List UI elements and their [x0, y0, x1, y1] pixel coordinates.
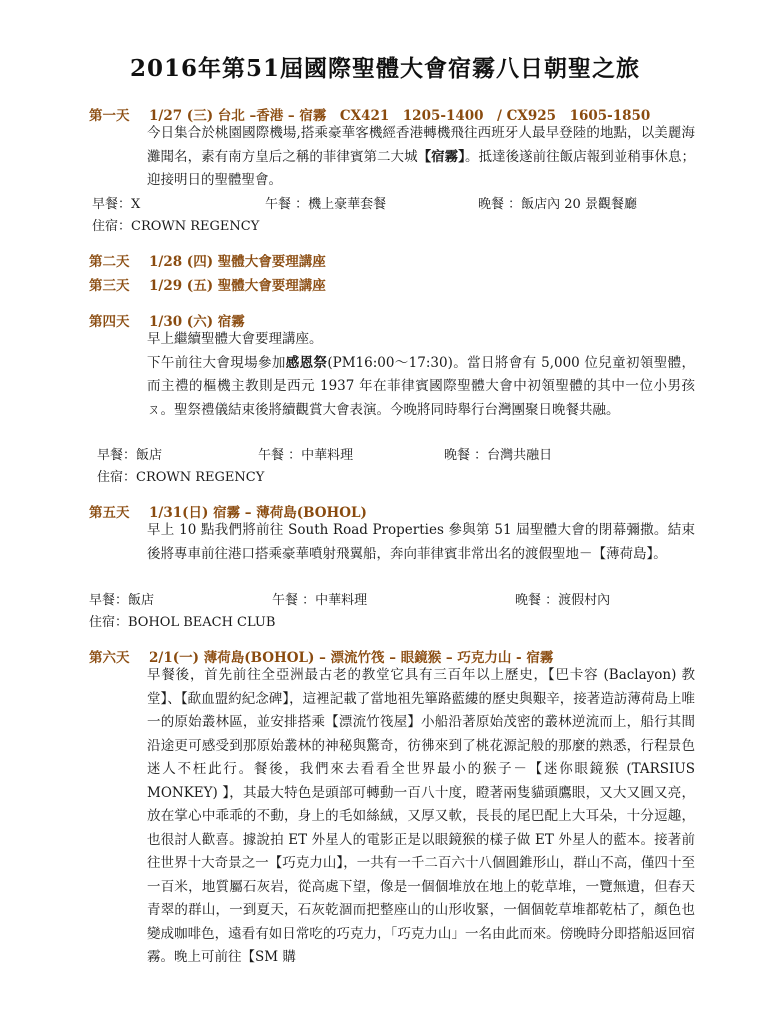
page-title: 2016年第51屆國際聖體大會宿霧八日朝聖之旅 — [129, 55, 641, 82]
day6-paragraph: 早餐後，首先前往全亞洲最古老的教堂它具有三百年以上歷史，【巴卡容 (Baclayon) 教堂】、【歃血盟約紀念碑】，這裡記載了當地祖先篳路藍縷的歷史與艱辛，接著造訪薄荷島上唯一的原始叢林區，並安排搭乘【漂流竹筏屋】小船沿著原始茂密的叢林逆流而上，船行其間沿途更可感受到那原始叢林的神秘與驚奇，彷彿來到了桃花源記般的那麼的熟悉，行程景色迷人不枉此行。餐後，我們來去看看全世界最小的猴子－【迷你眼鏡猴 (TARSIUS MONKEY) 】，其最大特色是頭部可轉動一百八十度，瞪著兩隻貓頭鷹眼，又大又圓又亮，放在掌心中乖乖的不動，身上的毛如絲絨，又厚又軟，長長的尾巴配上大耳朵，十分逗趣，也很討人歡喜。據說拍 ET 外星人的電影正是以眼鏡猴的樣子做 ET 外星人的藍本。接著前往世界十大奇景之一【巧克力山】，一共有一千二百六十八個圓錐形山，群山不高，僅四十至一百米，地質屬石灰岩，從高處下望，像是一個個堆放在地上的乾草堆，一覽無遺，但春天青翠的群山，一到夏天，石灰乾涸而把整座山的山形收緊，一個個乾草堆都乾枯了，顏色也變成咖啡色，遠看有如日常吃的巧克力，「巧克力山」一名由此而來。傍晚時分即搭船返回宿霧。晚上可前往【SM 購 — [147, 667, 695, 965]
day1-paragraph — [147, 122, 695, 193]
day1-breakfast: 早餐：X — [92, 197, 141, 212]
day4-text-c: (PM16:00～17:30)。當日將會有 5,000 位兒童初領聖體，而主禮的樞機主教則是西元 1937 年在菲律賓國際聖體大會中初領聖體的其中一位小男孩ㄡ。聖祭禮儀結束後將續觀賞大會表演。今晚將同時舉行台灣團聚日晚餐共融。 — [147, 354, 696, 418]
day1-lunch: 午餐 ：機上豪華套餐 — [265, 197, 387, 212]
day5-heading — [89, 501, 367, 521]
day4-text-mass: 感恩祭 — [285, 354, 328, 371]
day3-label: 第三天 — [89, 278, 130, 294]
day4-lunch: 午餐 ：中華料理 — [258, 448, 354, 463]
day2-head: 1/28 (四) 聖體大會要理講座 — [149, 254, 326, 270]
day5-breakfast: 早餐：飯店 — [89, 593, 155, 608]
day4-head: 1/30 (六) 宿霧 — [149, 314, 245, 330]
day5-dinner: 晚餐 ：渡假村內 — [515, 593, 611, 608]
day1-text-cebu: 【宿霧】 — [417, 148, 465, 165]
day6-head: 2/1(一) 薄荷島(BOHOL) – 漂流竹筏 – 眼鏡猴 – 巧克力山 - 宿霧 — [149, 650, 554, 666]
day1-text-b: 。抵達後遂前往飯店報到並稍事休息；迎接明日的聖體聖會。 — [147, 148, 695, 188]
day4-stay: 住宿：CROWN REGENCY — [97, 470, 265, 485]
day2-heading — [89, 250, 326, 270]
day4-heading — [89, 310, 245, 330]
day5-lunch: 午餐 ：中華料理 — [272, 593, 368, 608]
day6-label: 第六天 — [89, 650, 130, 666]
day4-text-b: 下午前往大會現場參加 — [147, 354, 286, 371]
day6-heading — [89, 646, 553, 666]
day4-paragraph — [147, 328, 695, 422]
day5-paragraph: 早上 10 點我們將前往 South Road Properties 參與第 51 屆聖體大會的閉幕彌撒。結束後將專車前往港口搭乘豪華噴射飛翼船，奔向菲律賓非常出名的渡假聖地－【薄荷島】。 — [147, 522, 695, 562]
day2-label: 第二天 — [89, 254, 130, 270]
day5-label: 第五天 — [89, 505, 130, 521]
day4-label: 第四天 — [89, 314, 130, 330]
day1-stay: 住宿：CROWN REGENCY — [92, 219, 260, 234]
day3-heading — [89, 274, 326, 294]
day3-head: 1/29 (五) 聖體大會要理講座 — [149, 278, 326, 294]
day5-stay: 住宿：BOHOL BEACH CLUB — [89, 615, 276, 630]
day1-heading — [89, 104, 650, 124]
day5-head: 1/31(日) 宿霧 – 薄荷島(BOHOL) — [149, 505, 367, 521]
day1-head: 1/27 (三) 台北 –香港 – 宿霧 CX421 1205-1400 / CX925 1605-1850 — [149, 108, 651, 124]
day1-dinner: 晚餐 ：飯店內 20 景觀餐廳 — [478, 197, 637, 212]
day1-text-a: 今日集合於桃園國際機場,搭乘豪華客機經香港轉機飛往西班牙人最早登陸的地點，以美麗海灘聞名，素有南方皇后之稱的菲律賓第二大城 — [147, 125, 695, 165]
day4-breakfast: 早餐：飯店 — [97, 448, 163, 463]
day1-label: 第一天 — [89, 108, 130, 124]
day4-text-a: 早上繼續聖體大會要理講座。 — [147, 331, 323, 347]
day4-dinner: 晚餐 ：台灣共融日 — [444, 448, 553, 463]
